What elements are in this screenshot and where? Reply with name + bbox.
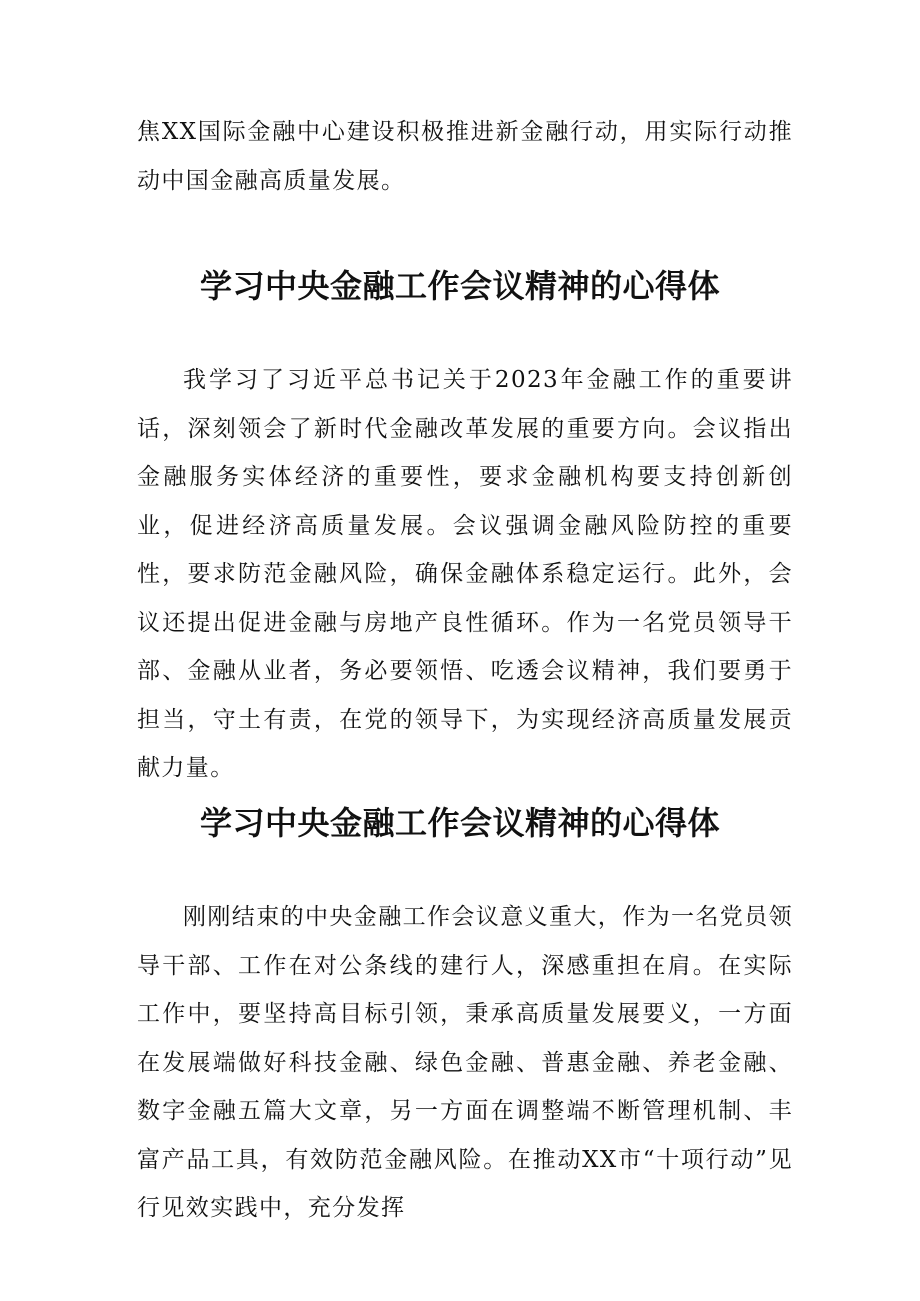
section-2-body: 刚刚结束的中央金融工作会议意义重大，作为一名党员领导干部、工作在对公条线的建行人，深感重担在肩。在实际工作中，要坚持高目标引领，秉承高质量发展要义，一方面在发展端做好科技金融、绿色金融、普惠金融、养老金融、数字金融五篇大文章，另一方面在调整端不断管理机制、丰富产品工具，有效防范金融风险。在推动XX市“十项行动”见行见效实践中，充分发挥 bbox=[137, 904, 793, 1221]
section-1-title: 学习中央金融工作会议精神的心得体 bbox=[199, 267, 720, 305]
section-2-title: 学习中央金融工作会议精神的心得体 bbox=[199, 804, 720, 842]
paragraph-continued: 焦XX国际金融中心建设积极推进新金融行动，用实际行动推动中国金融高质量发展。 bbox=[137, 119, 793, 194]
section-1-body: 我学习了习近平总书记关于2023年金融工作的重要讲话，深刻领会了新时代金融改革发展的重要方向。会议指出金融服务实体经济的重要性，要求金融机构要支持创新创业，促进经济高质量发展。会议强调金融风险防控的重要性，要求防范金融风险，确保金融体系稳定运行。此外，会议还提出促进金融与房地产良性循环。作为一名党员领导干部、金融从业者，务必要领悟、吃透会议精神，我们要勇于担当，守土有责，在党的领导下，为实现经济高质量发展贡献力量。 bbox=[137, 367, 793, 781]
